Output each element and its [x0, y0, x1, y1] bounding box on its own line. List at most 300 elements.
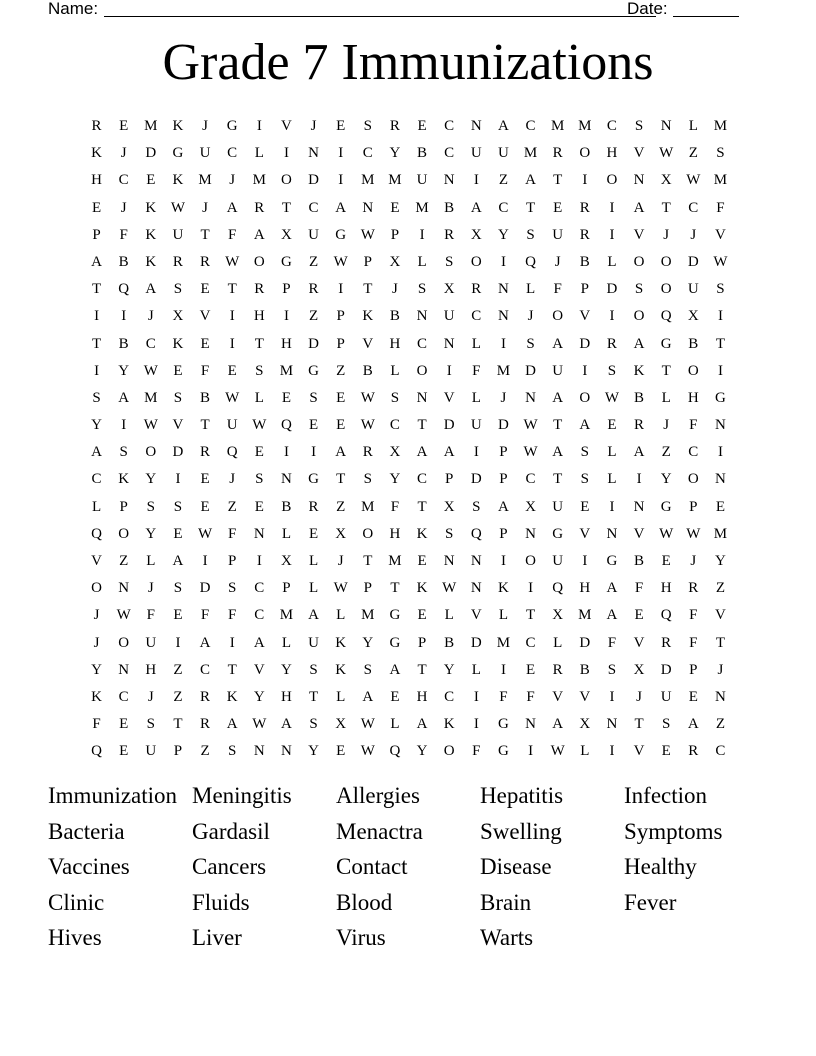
grid-letter: S — [173, 389, 183, 406]
grid-letter: Y — [660, 471, 672, 488]
grid-letter: R — [606, 335, 617, 352]
grid-letter: S — [607, 661, 617, 678]
date-label: Date: — [627, 0, 668, 18]
grid-letter: S — [255, 471, 264, 488]
grid-row — [83, 140, 734, 167]
grid-letter: B — [634, 553, 645, 569]
grid-letter: A — [145, 281, 157, 298]
grid-letter: S — [119, 444, 128, 461]
grid-letter: A — [362, 688, 374, 705]
grid-letter: B — [362, 362, 373, 379]
grid-letter: I — [717, 308, 723, 325]
grid-letter: Q — [226, 444, 238, 461]
grid-letter: I — [500, 253, 506, 270]
grid-letter: R — [389, 118, 400, 134]
grid-letter: E — [200, 471, 210, 488]
grid-letter: B — [444, 199, 455, 216]
grid-letter: C — [444, 118, 455, 134]
grid-letter: F — [119, 226, 128, 243]
grid-letter: A — [253, 226, 265, 243]
grid-letter: R — [688, 743, 699, 760]
grid-letter: E — [580, 498, 590, 515]
grid-letter: D — [579, 335, 591, 352]
grid-letter: J — [147, 580, 154, 597]
grid-letter: W — [686, 172, 701, 189]
grid-letter: L — [607, 471, 617, 488]
grid-letter: Z — [227, 498, 237, 515]
grid-letter: O — [416, 362, 428, 379]
grid-letter: V — [633, 145, 645, 162]
grid-letter: S — [445, 253, 454, 270]
grid-letter: Y — [443, 661, 455, 678]
grid-letter: L — [390, 362, 400, 379]
grid-letter: U — [199, 145, 211, 162]
grid-letter: Y — [145, 471, 157, 488]
word-list-item: Immunization — [48, 783, 178, 808]
word-list-item: Blood — [336, 889, 393, 915]
grid-letter: T — [661, 362, 671, 379]
grid-letter: A — [470, 199, 482, 216]
grid-letter: I — [175, 471, 181, 488]
grid-letter: H — [253, 308, 265, 325]
grid-letter: I — [283, 145, 289, 162]
grid-letter: L — [607, 253, 617, 270]
grid-letter: J — [717, 661, 724, 678]
grid-letter: C — [417, 471, 428, 488]
grid-letter: M — [388, 553, 402, 569]
grid-letter: E — [661, 553, 671, 569]
header — [48, 0, 748, 20]
grid-letter: A — [633, 335, 645, 352]
grid-letter: C — [525, 118, 536, 134]
grid-letter: H — [281, 335, 292, 352]
grid-letter: T — [634, 716, 644, 733]
grid-letter: G — [606, 553, 618, 569]
grid-letter: L — [444, 607, 454, 624]
grid-letter: M — [279, 607, 294, 624]
grid-letter: E — [715, 498, 726, 515]
grid-letter: W — [523, 444, 538, 461]
grid-row — [83, 711, 734, 738]
grid-letter: B — [118, 335, 129, 352]
grid-row — [83, 439, 734, 466]
grid-letter: N — [606, 525, 618, 542]
grid-letter: I — [202, 553, 208, 569]
grid-letter: E — [146, 172, 156, 189]
grid-letter: I — [229, 634, 235, 651]
grid-letter: C — [498, 199, 509, 216]
grid-letter: E — [254, 444, 264, 461]
grid-letter: L — [471, 661, 481, 678]
grid-letter: M — [523, 145, 538, 162]
grid-letter: I — [94, 308, 100, 325]
grid-letter: J — [690, 553, 697, 569]
grid-letter: F — [92, 716, 101, 733]
word-list-item: Virus — [336, 925, 386, 950]
grid-letter: I — [609, 498, 615, 515]
grid-letter: Q — [281, 417, 292, 434]
grid-letter: A — [525, 172, 536, 189]
grid-letter: T — [715, 634, 726, 651]
grid-letter: O — [118, 634, 130, 651]
grid-letter: L — [281, 634, 292, 651]
grid-letter: C — [688, 444, 699, 461]
grid-letter: T — [91, 281, 102, 298]
grid-letter: U — [145, 634, 157, 651]
grid-letter: N — [416, 389, 428, 406]
grid-letter: N — [362, 199, 374, 216]
grid-letter: S — [173, 580, 183, 597]
grid-letter: B — [417, 145, 428, 162]
grid-letter: X — [281, 226, 292, 243]
grid-letter: W — [333, 580, 348, 597]
grid-letter: A — [633, 444, 645, 461]
grid-letter: M — [144, 389, 158, 406]
grid-letter: P — [336, 308, 345, 325]
grid-letter: O — [253, 253, 265, 270]
grid-letter: T — [173, 716, 183, 733]
grid-letter: R — [552, 661, 563, 678]
grid-letter: J — [120, 199, 127, 216]
grid-letter: R — [444, 226, 455, 243]
grid-letter: C — [91, 471, 102, 488]
grid-row — [83, 738, 734, 765]
grid-letter: X — [281, 553, 292, 569]
grid-letter: N — [281, 743, 292, 760]
grid-letter: I — [473, 172, 479, 189]
word-list-item: Hives — [48, 925, 102, 950]
word-row — [48, 922, 768, 958]
grid-letter: K — [172, 172, 184, 189]
grid-row — [83, 331, 734, 358]
grid-letter: F — [472, 362, 481, 379]
grid-letter: C — [118, 688, 129, 705]
grid-letter: I — [94, 362, 100, 379]
grid-row — [83, 358, 734, 385]
grid-letter: W — [170, 199, 186, 216]
grid-letter: U — [552, 498, 564, 515]
grid-letter: M — [578, 118, 592, 134]
grid-letter: R — [254, 281, 265, 298]
grid-letter: X — [443, 498, 455, 515]
grid-letter: M — [713, 525, 728, 542]
grid-letter: I — [311, 444, 317, 461]
grid-letter: J — [663, 417, 670, 434]
grid-letter: N — [443, 553, 455, 569]
grid-letter: J — [202, 199, 208, 216]
grid-letter: P — [580, 281, 589, 298]
grid-letter: X — [525, 498, 536, 515]
grid-letter: J — [500, 389, 507, 406]
grid-letter: P — [499, 525, 508, 542]
grid-letter: S — [526, 226, 535, 243]
word-list-item: Menactra — [336, 818, 423, 844]
grid-letter: U — [145, 743, 157, 760]
grid-letter: M — [252, 172, 266, 189]
grid-letter: N — [118, 580, 130, 597]
grid-letter: T — [417, 498, 427, 515]
grid-letter: A — [552, 444, 564, 461]
word-list-item: Meningitis — [192, 783, 292, 808]
grid-letter: T — [91, 335, 102, 352]
grid-letter: S — [634, 281, 644, 298]
grid-letter: A — [91, 253, 102, 270]
grid-letter: E — [634, 607, 644, 624]
grid-letter: S — [309, 661, 318, 678]
grid-letter: J — [93, 607, 100, 624]
grid-letter: G — [281, 253, 292, 270]
grid-letter: I — [229, 308, 235, 325]
grid-letter: R — [200, 444, 211, 461]
grid-letter: N — [525, 525, 536, 542]
grid-letter: F — [634, 580, 644, 597]
grid-letter: I — [473, 444, 479, 461]
grid-letter: C — [606, 118, 617, 134]
grid-letter: A — [335, 444, 347, 461]
grid-letter: V — [443, 389, 455, 406]
grid-letter: G — [308, 471, 319, 488]
grid-letter: B — [444, 634, 455, 651]
grid-letter: T — [227, 281, 237, 298]
grid-letter: E — [336, 118, 346, 134]
grid-letter: R — [200, 688, 211, 705]
grid-letter: Z — [688, 145, 698, 162]
grid-letter: I — [283, 444, 289, 461]
grid-letter: M — [713, 118, 728, 134]
grid-letter: N — [660, 118, 672, 134]
grid-letter: N — [443, 335, 455, 352]
grid-letter: M — [551, 118, 565, 134]
grid-letter: G — [389, 634, 401, 651]
grid-letter: X — [389, 444, 401, 461]
grid-letter: F — [390, 498, 400, 515]
grid-letter: O — [579, 389, 591, 406]
grid-letter: I — [473, 716, 479, 733]
grid-letter: B — [281, 498, 292, 515]
grid-letter: O — [633, 308, 645, 325]
grid-row — [83, 657, 734, 684]
grid-letter: Q — [389, 743, 401, 760]
grid-letter: M — [578, 607, 592, 624]
grid-letter: A — [91, 444, 102, 461]
grid-letter: M — [496, 634, 511, 651]
grid-letter: S — [363, 471, 372, 488]
grid-letter: E — [254, 498, 264, 515]
grid-letter: F — [689, 417, 698, 434]
grid-letter: H — [389, 335, 401, 352]
grid-letter: H — [281, 688, 292, 705]
grid-letter: L — [308, 553, 319, 569]
grid-row — [83, 630, 734, 657]
grid-letter: K — [633, 362, 645, 379]
grid-letter: I — [582, 172, 588, 189]
grid-letter: P — [119, 498, 128, 515]
word-list-item: Clinic — [48, 889, 105, 915]
grid-letter: W — [659, 525, 674, 542]
grid-letter: E — [119, 743, 129, 760]
grid-letter: Y — [389, 145, 401, 162]
grid-letter: P — [336, 335, 345, 352]
grid-letter: I — [609, 688, 615, 705]
grid-letter: J — [310, 118, 317, 134]
grid-letter: Q — [470, 525, 482, 542]
grid-letter: E — [173, 362, 183, 379]
grid-letter: U — [470, 145, 482, 162]
grid-letter: S — [580, 471, 589, 488]
grid-letter: I — [609, 226, 615, 243]
grid-letter: A — [552, 335, 564, 352]
grid-letter: M — [144, 118, 158, 134]
grid-letter: M — [361, 607, 375, 624]
grid-letter: M — [279, 362, 294, 379]
grid-row — [83, 249, 734, 276]
grid-letter: M — [361, 172, 375, 189]
grid-letter: H — [91, 172, 102, 189]
grid-letter: E — [308, 525, 319, 542]
grid-letter: R — [471, 281, 482, 298]
grid-letter: G — [552, 525, 564, 542]
grid-letter: I — [500, 335, 506, 352]
grid-letter: U — [470, 417, 482, 434]
grid-letter: P — [390, 226, 400, 243]
grid-letter: C — [525, 634, 536, 651]
grid-letter: O — [362, 525, 374, 542]
grid-letter: P — [499, 471, 508, 488]
grid-letter: N — [715, 471, 726, 488]
grid-letter: K — [172, 335, 184, 352]
grid-letter: A — [498, 118, 509, 134]
grid-letter: N — [416, 308, 428, 325]
letter-grid — [83, 113, 734, 766]
grid-letter: S — [92, 389, 101, 406]
grid-letter: N — [606, 716, 618, 733]
grid-letter: W — [116, 607, 131, 624]
word-list-item: Swelling — [480, 818, 562, 844]
grid-letter: P — [689, 661, 698, 678]
grid-letter: C — [471, 308, 482, 325]
grid-letter: Z — [336, 498, 346, 515]
grid-letter: X — [443, 281, 455, 298]
grid-letter: D — [470, 634, 482, 651]
grid-letter: G — [308, 362, 319, 379]
grid-letter: N — [470, 553, 482, 569]
grid-letter: U — [226, 417, 238, 434]
word-list-item: Healthy — [624, 854, 697, 879]
grid-letter: I — [582, 553, 588, 569]
grid-letter: K — [145, 253, 157, 270]
grid-letter: G — [226, 118, 238, 134]
grid-letter: I — [256, 553, 262, 569]
grid-letter: A — [498, 498, 509, 515]
grid-letter: J — [229, 172, 236, 189]
grid-letter: F — [200, 362, 210, 379]
grid-row — [83, 521, 734, 548]
grid-letter: J — [93, 634, 100, 651]
grid-row — [83, 684, 734, 711]
grid-letter: S — [173, 281, 183, 298]
grid-letter: D — [199, 580, 211, 597]
grid-letter: Q — [91, 525, 102, 542]
grid-letter: N — [470, 118, 482, 134]
word-row — [48, 851, 768, 887]
grid-letter: E — [390, 688, 400, 705]
grid-row — [83, 195, 734, 222]
word-list-item: Brain — [480, 889, 532, 915]
grid-letter: T — [363, 281, 373, 298]
grid-letter: F — [472, 743, 481, 760]
grid-letter: G — [389, 607, 401, 624]
grid-letter: F — [689, 634, 698, 651]
grid-letter: V — [633, 634, 645, 651]
grid-row — [83, 167, 734, 194]
grid-letter: H — [389, 525, 401, 542]
grid-letter: I — [717, 362, 723, 379]
grid-letter: E — [91, 199, 102, 216]
grid-letter: O — [552, 308, 564, 325]
grid-letter: V — [281, 118, 292, 134]
grid-letter: V — [362, 335, 374, 352]
grid-letter: Y — [715, 553, 726, 569]
grid-letter: J — [147, 308, 154, 325]
grid-letter: X — [660, 172, 672, 189]
grid-letter: X — [389, 253, 401, 270]
grid-letter: N — [715, 417, 726, 434]
grid-letter: C — [200, 661, 211, 678]
grid-letter: N — [715, 688, 726, 705]
grid-row — [83, 222, 734, 249]
grid-letter: F — [526, 688, 535, 705]
grid-letter: R — [688, 580, 699, 597]
grid-letter: C — [525, 471, 536, 488]
grid-letter: O — [145, 444, 157, 461]
grid-letter: E — [281, 389, 292, 406]
grid-letter: E — [200, 281, 210, 298]
grid-letter: V — [715, 607, 726, 624]
grid-letter: C — [227, 145, 238, 162]
grid-letter: R — [254, 199, 265, 216]
grid-letter: L — [525, 281, 536, 298]
grid-letter: P — [363, 253, 372, 270]
grid-letter: Z — [336, 362, 346, 379]
grid-letter: I — [528, 580, 534, 597]
grid-letter: R — [579, 199, 590, 216]
grid-letter: L — [336, 688, 346, 705]
grid-letter: K — [145, 199, 157, 216]
date-line — [673, 16, 739, 17]
grid-letter: J — [527, 308, 534, 325]
grid-letter: I — [121, 308, 127, 325]
grid-letter: Q — [91, 743, 102, 760]
grid-letter: D — [579, 634, 591, 651]
grid-letter: D — [660, 661, 672, 678]
grid-letter: S — [472, 498, 481, 515]
grid-letter: I — [636, 471, 642, 488]
grid-letter: L — [553, 634, 563, 651]
grid-letter: V — [199, 308, 211, 325]
grid-letter: S — [146, 716, 155, 733]
grid-letter: A — [118, 389, 130, 406]
grid-letter: L — [580, 743, 590, 760]
grid-letter: O — [606, 172, 618, 189]
grid-letter: L — [688, 118, 698, 134]
grid-letter: M — [713, 172, 728, 189]
grid-letter: U — [552, 362, 564, 379]
grid-letter: D — [470, 471, 482, 488]
grid-letter: I — [500, 553, 506, 569]
grid-letter: Y — [281, 661, 292, 678]
grid-letter: O — [118, 525, 130, 542]
grid-letter: Q — [118, 281, 130, 298]
